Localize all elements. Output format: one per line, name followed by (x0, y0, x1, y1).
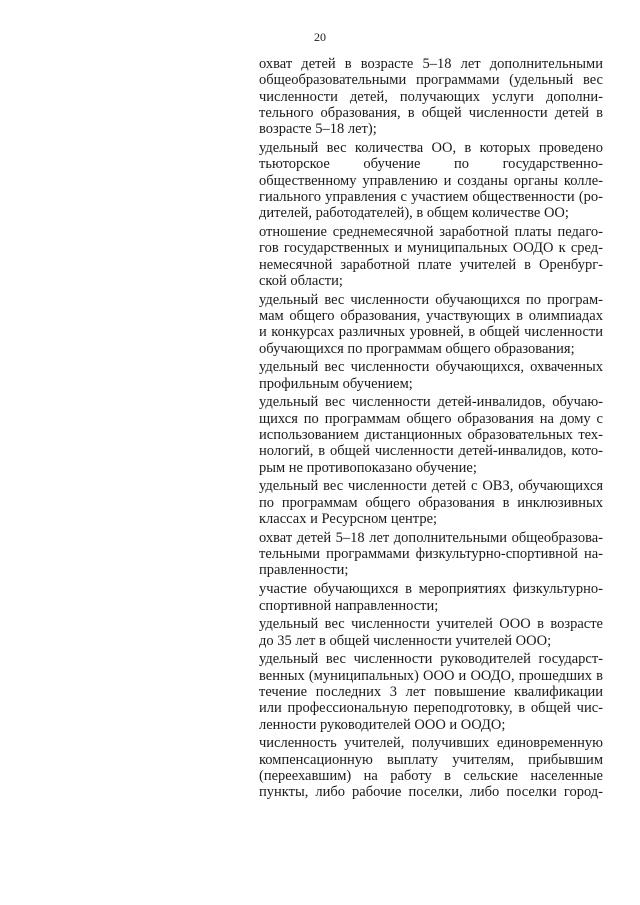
text-line: мам общего образования, участвующих в олимпиадах (259, 307, 603, 324)
text-line: использованием дистанционных образовательных тех- (259, 427, 603, 444)
paragraph-child-enrollment-5-18 (259, 56, 603, 137)
text-line: гов государственных и муниципальных ООДО к сред- (259, 240, 603, 257)
paragraph-leaders-qualification (259, 651, 603, 732)
document-body (259, 56, 603, 803)
paragraph-sports-programs-enrollment (259, 530, 603, 579)
paragraph-rural-teachers-compensation (259, 735, 603, 800)
text-line: дителей, работодателей), в общем количестве ОО; (259, 205, 569, 222)
text-line: тельного образования, в общей численности детей в (259, 104, 603, 121)
text-line: охват детей 5–18 лет дополнительными общеобразова- (259, 529, 603, 546)
paragraph-tutoring-share (259, 140, 603, 221)
text-line: нологий, в общей численности детей-инвалидов, кото- (259, 443, 603, 460)
text-line: (переехавшим) на работу в сельские населенные (259, 767, 603, 784)
text-line: численность учителей, получивших единовременную (259, 735, 603, 752)
paragraph-salary-ratio (259, 224, 603, 289)
text-line: удельный вес численности обучающихся, охваченных (259, 359, 603, 376)
text-line: отношение среднемесячной заработной платы педаго- (259, 223, 603, 240)
page-number: 20 (314, 30, 326, 44)
paragraph-disabled-distance-learning (259, 394, 603, 475)
text-line: по программам общего образования в инклюзивных (259, 494, 603, 511)
paragraph-sports-events-participation (259, 581, 603, 614)
paragraph-inclusive-classes (259, 478, 603, 527)
text-line: удельный вес численности руководителей государст- (259, 651, 603, 668)
text-line: гиального управления с участием общественности (ро- (259, 188, 603, 205)
text-line: участие обучающихся в мероприятиях физкультурно- (259, 581, 603, 598)
text-line: компенсационную выплату учителям, прибывшим (259, 751, 603, 768)
text-line: профильным обучением; (259, 375, 413, 392)
text-line: рым не противопоказано обучение; (259, 459, 477, 476)
text-line: удельный вес численности детей-инвалидов, обучаю- (259, 394, 603, 411)
paragraph-olympiad-participation (259, 292, 603, 357)
text-line: тьюторское обучение по государственно- (259, 156, 603, 173)
text-line: правленности; (259, 562, 349, 579)
text-line: течение последних 3 лет повышение квалификации (259, 683, 603, 700)
text-line: общественному управлению и созданы органы колле- (259, 172, 603, 189)
text-line: удельный вес численности учителей ООО в возрасте (259, 616, 603, 633)
text-line: удельный вес численности обучающихся по програм- (259, 291, 603, 308)
paragraph-young-teachers-share (259, 616, 603, 649)
text-line: удельный вес количества ОО, в которых проведено (259, 139, 603, 156)
text-line: или профессиональную переподготовку, в общей чис- (259, 700, 603, 717)
text-line: тельными программами физкультурно-спортивной на- (259, 546, 603, 563)
text-line: немесячной заработной плате учителей в Оренбург- (259, 256, 603, 273)
text-line: классах и Ресурсном центре; (259, 511, 438, 528)
paragraph-profile-education (259, 359, 603, 392)
text-line: охват детей в возрасте 5–18 лет дополнительными (259, 56, 603, 72)
text-line: щихся по программам общего образования на дому с (259, 410, 603, 427)
text-line: и конкурсах различных уровней, в общей численности (259, 324, 603, 341)
text-line: удельный вес численности детей с ОВЗ, обучающихся (259, 478, 603, 495)
text-line: спортивной направленности; (259, 597, 439, 614)
text-line: пункты, либо рабочие поселки, либо поселки город- (259, 784, 603, 801)
text-line: ленности руководителей ООО и ООДО; (259, 716, 506, 733)
text-line: возрасте 5–18 лет); (259, 121, 377, 138)
text-line: ской области; (259, 272, 343, 289)
text-line: до 35 лет в общей численности учителей ООО; (259, 632, 552, 649)
text-line: численности детей, получающих услуги дополни- (259, 88, 603, 105)
text-line: венных (муниципальных) ООО и ООДО, прошедших в (259, 667, 603, 684)
text-line: обучающихся по программам общего образования; (259, 340, 575, 357)
text-line: общеобразовательными программами (удельный вес (259, 72, 603, 89)
